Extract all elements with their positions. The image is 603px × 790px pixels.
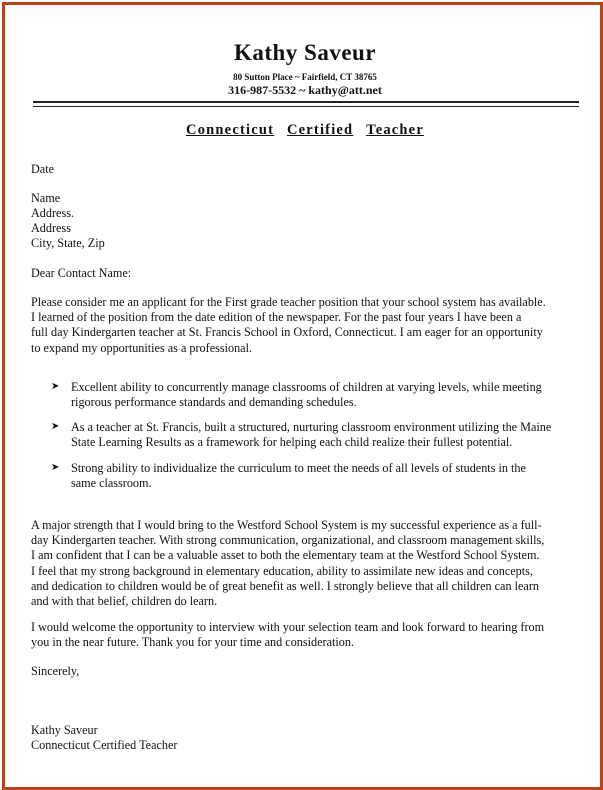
paragraph-intro: [31, 295, 579, 356]
bullet-line: Excellent ability to concurrently manage classrooms of children at varying levels, while meeting: [71, 380, 542, 394]
paragraph-line: day Kindergarten teacher. With strong communication, organizational, and classroom management skills,: [31, 533, 545, 548]
arrow-bullet-icon: ➤: [51, 421, 60, 432]
applicant-address: 80 Sutton Place ~ Fairfield, CT 38765: [233, 72, 377, 82]
bullet-line: Strong ability to individualize the curriculum to meet the needs of all levels of students in the: [71, 461, 526, 475]
paragraph-line: I am confident that I can be a valuable asset to both the elementary team at the Westford School System.: [31, 548, 540, 563]
signature-title: Connecticut Certified Teacher: [31, 738, 178, 752]
paragraph-strength: [31, 518, 579, 609]
signature-name: Kathy Saveur: [31, 723, 98, 737]
heading-word: Connecticut: [186, 122, 275, 138]
header-rule-bottom: [33, 106, 579, 107]
recipient-city: City, State, Zip: [31, 236, 105, 250]
recipient-address-2: Address: [31, 221, 71, 235]
bullet-line: As a teacher at St. Francis, built a structured, nurturing classroom environment utilizing the Maine: [71, 420, 552, 434]
letter-date: Date: [31, 162, 55, 176]
heading-word: Teacher: [366, 122, 424, 138]
paragraph-line: you in the near future. Thank you for your time and consideration.: [31, 635, 354, 650]
paragraph-closing: [31, 620, 579, 650]
paragraph-line: A major strength that I would bring to the Westford School System is my successful experience as a full-: [31, 518, 542, 532]
bullet-line: rigorous performance standards and demanding schedules.: [71, 395, 357, 410]
salutation: Dear Contact Name:: [31, 266, 132, 280]
paragraph-line: and dedication to children would be of great benefit as well. I strongly believe that all children can learn: [31, 578, 539, 593]
heading-word: Certified: [286, 122, 354, 138]
arrow-bullet-icon: ➤: [51, 462, 60, 473]
paragraph-line: I learned of the position from the date edition of the newspaper. For the past four years I have been a: [31, 310, 522, 325]
letter-heading: [31, 122, 579, 139]
recipient-address-1: Address.: [31, 206, 74, 220]
header-rule-top: [33, 101, 579, 103]
paragraph-line: I feel that my strong background in elementary education, ability to assimilate new ideas and concepts,: [31, 563, 533, 578]
bullet-line: State Learning Results as a framework for helping each child realize their fullest potential.: [71, 435, 513, 450]
paragraph-line: to expand my opportunities as a professional.: [31, 340, 253, 355]
paragraph-line: I would welcome the opportunity to interview with your selection team and look forward to hearing from: [31, 620, 545, 634]
applicant-contact: 316-987-5532 ~ kathy@att.net: [228, 83, 382, 97]
closing: Sincerely,: [31, 664, 80, 678]
paragraph-line: Please consider me an applicant for the First grade teacher position that your school system has available.: [31, 295, 546, 309]
bullet-line: same classroom.: [71, 476, 152, 491]
page-frame: [2, 2, 603, 790]
arrow-bullet-icon: ➤: [51, 381, 60, 392]
paragraph-line: and with that belief, children do learn.: [31, 594, 218, 609]
paragraph-line: full day Kindergarten teacher at St. Francis School in Oxford, Connecticut. I am eager for an opportunity: [31, 325, 543, 340]
applicant-name: Kathy Saveur: [233, 40, 377, 65]
recipient-name: Name: [31, 191, 61, 205]
